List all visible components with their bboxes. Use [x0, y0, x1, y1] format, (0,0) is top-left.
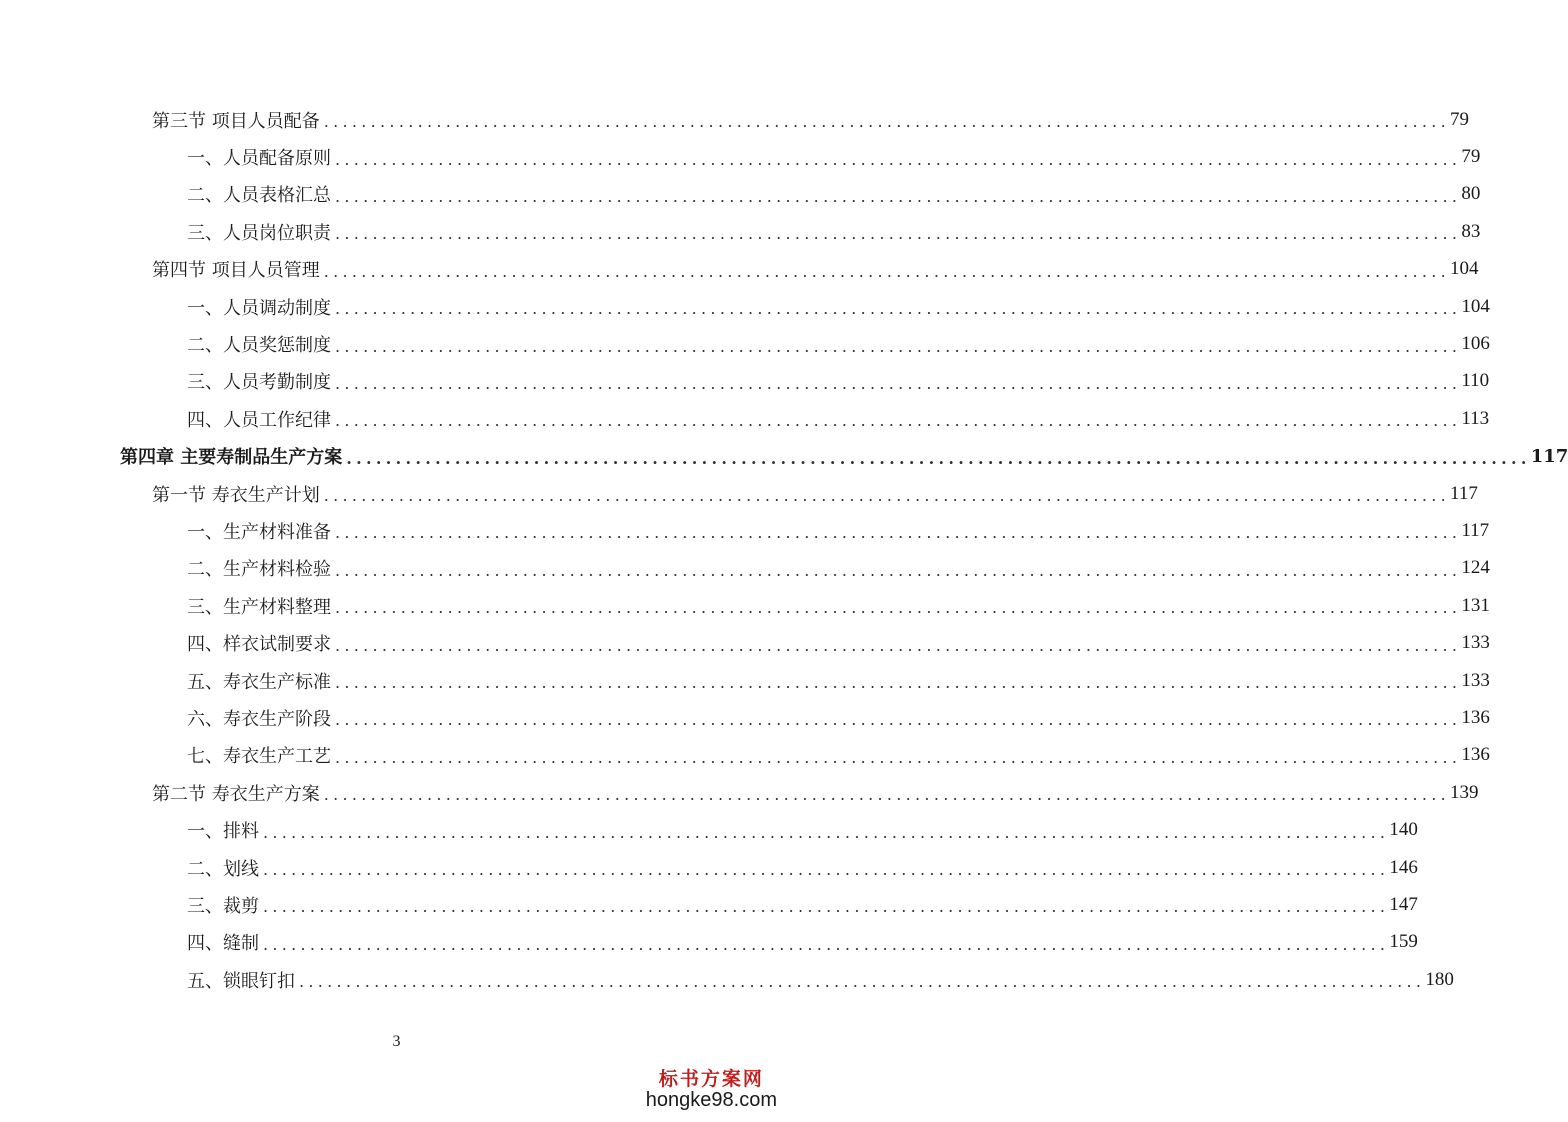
dot-leader: ........................................................................................................................ — [335, 224, 1462, 244]
toc-entry[interactable] — [0, 400, 1490, 437]
toc-entry-label: 一、生产材料准备 — [187, 521, 331, 543]
toc-entry-page: 147 — [1389, 893, 1418, 915]
dot-leader: ........................................................................................................................ — [335, 149, 1462, 169]
toc-entry-page: 79 — [1450, 108, 1470, 130]
dot-leader: ........................................................................................................................ — [263, 860, 1390, 879]
toc-entry-page: 136 — [1461, 744, 1490, 766]
toc-entry[interactable] — [0, 849, 1418, 886]
watermark-logo — [646, 1064, 777, 1112]
toc-entry-page: 117 — [1450, 482, 1478, 504]
dot-leader: ........................................................................................................................ — [299, 972, 1426, 992]
dot-leader: ........................................................................................................................ — [335, 598, 1462, 618]
dot-leader: ........................................................................................................................ — [263, 822, 1390, 842]
dot-leader: ........................................................................................................................ — [335, 411, 1462, 431]
toc-entry-page: 117 — [1530, 445, 1568, 467]
dot-leader: ........................................................................................................................ — [335, 186, 1462, 206]
toc-entry[interactable] — [0, 138, 1481, 175]
dot-leader: ........................................................................................................................ — [335, 523, 1462, 543]
toc-entry-label: 二、生产材料检验 — [187, 559, 331, 581]
watermark-url: hongke98.com — [645, 1089, 777, 1111]
toc-entry-page: 79 — [1461, 146, 1481, 168]
toc-entry-label: 三、裁剪 — [187, 895, 259, 917]
toc-entry[interactable] — [0, 624, 1490, 661]
toc-entry-page: 110 — [1461, 370, 1490, 392]
toc-entry[interactable] — [0, 213, 1481, 250]
toc-entry[interactable] — [0, 176, 1481, 213]
toc-entry-page: 136 — [1461, 706, 1490, 728]
toc-entry-page: 113 — [1461, 407, 1490, 429]
toc-entry[interactable] — [0, 288, 1490, 325]
toc-entry[interactable] — [0, 737, 1490, 774]
toc-entry-page: 133 — [1461, 632, 1490, 654]
toc-entry-page: 83 — [1461, 220, 1481, 242]
toc-entry-page: 146 — [1389, 856, 1418, 878]
toc-entry[interactable] — [0, 774, 1479, 811]
toc-entry[interactable] — [0, 961, 1454, 998]
dot-leader: ........................................................................................................................ — [335, 747, 1462, 767]
toc-entry-label: 二、划线 — [187, 858, 259, 880]
toc-entry[interactable] — [0, 363, 1490, 400]
dot-leader: ........................................................................................................................ — [263, 934, 1390, 954]
page-number: 3 — [392, 1033, 401, 1050]
table-of-contents — [0, 101, 1568, 998]
toc-entry-label: 三、人员岗位职责 — [187, 222, 331, 244]
toc-entry[interactable] — [0, 325, 1490, 362]
toc-entry-page: 133 — [1461, 669, 1490, 691]
toc-entry[interactable] — [0, 924, 1418, 961]
toc-entry-page: 117 — [1461, 519, 1490, 541]
toc-entry-label: 第二节 寿衣生产方案 — [152, 783, 320, 805]
toc-entry-page: 104 — [1461, 295, 1490, 317]
dot-leader: ........................................................................................................................ — [335, 673, 1462, 693]
toc-entry-page: 180 — [1425, 968, 1454, 990]
toc-entry-page: 104 — [1450, 258, 1479, 280]
toc-entry-label: 第一节 寿衣生产计划 — [152, 484, 320, 506]
dot-leader: ........................................................................................................................ — [335, 336, 1462, 356]
dot-leader: ........................................................................................................................ — [323, 486, 1451, 506]
toc-entry[interactable] — [0, 811, 1418, 848]
toc-entry-label: 四、样衣试制要求 — [187, 634, 331, 656]
toc-entry-label: 二、人员奖惩制度 — [187, 335, 331, 357]
toc-entry-label: 六、寿衣生产阶段 — [187, 708, 331, 730]
dot-leader: ........................................................................................................................ — [346, 448, 1531, 468]
toc-entry[interactable] — [0, 512, 1490, 549]
toc-entry-label: 第三节 项目人员配备 — [152, 110, 320, 132]
toc-entry-label: 四、缝制 — [187, 933, 259, 955]
toc-entry[interactable] — [0, 251, 1479, 288]
watermark-title: 标书方案网 — [658, 1068, 764, 1090]
dot-leader: ........................................................................................................................ — [335, 299, 1462, 319]
toc-entry-label: 四、人员工作纪律 — [187, 409, 331, 431]
toc-entry-page: 124 — [1461, 557, 1490, 579]
toc-entry-label: 七、寿衣生产工艺 — [187, 746, 331, 768]
toc-entry-page: 139 — [1450, 781, 1479, 803]
toc-entry-label: 一、人员配备原则 — [187, 148, 331, 170]
toc-entry-label: 一、排料 — [187, 821, 259, 843]
dot-leader: ........................................................................................................................ — [323, 112, 1451, 132]
dot-leader: ........................................................................................................................ — [323, 785, 1451, 805]
dot-leader: ........................................................................................................................ — [335, 710, 1462, 730]
dot-leader: ........................................................................................................................ — [335, 373, 1462, 393]
dot-leader: ........................................................................................................................ — [263, 897, 1390, 917]
toc-entry[interactable] — [0, 438, 1568, 475]
toc-entry[interactable] — [0, 587, 1490, 624]
toc-entry[interactable] — [0, 475, 1478, 512]
dot-leader: ........................................................................................................................ — [335, 635, 1462, 655]
toc-entry-label: 二、人员表格汇总 — [187, 185, 331, 207]
toc-entry[interactable] — [0, 699, 1490, 736]
toc-entry-page: 159 — [1389, 931, 1418, 953]
toc-entry[interactable] — [0, 886, 1418, 923]
toc-entry-label: 三、人员考勤制度 — [187, 372, 331, 394]
dot-leader: ........................................................................................................................ — [335, 560, 1462, 580]
toc-entry[interactable] — [0, 101, 1470, 138]
toc-entry-label: 第四章 主要寿制品生产方案 — [120, 447, 343, 469]
toc-entry-label: 五、寿衣生产标准 — [187, 671, 331, 693]
toc-entry-label: 三、生产材料整理 — [187, 596, 331, 618]
toc-entry-page: 106 — [1461, 333, 1490, 355]
toc-entry-page: 80 — [1461, 183, 1481, 205]
toc-entry-label: 五、锁眼钉扣 — [187, 970, 295, 992]
dot-leader: ........................................................................................................................ — [323, 261, 1451, 281]
toc-entry-page: 140 — [1389, 819, 1418, 841]
toc-entry-label: 一、人员调动制度 — [187, 297, 331, 319]
toc-entry-label: 第四节 项目人员管理 — [152, 260, 320, 282]
toc-entry[interactable] — [0, 662, 1490, 699]
toc-entry-page: 131 — [1461, 594, 1490, 616]
toc-entry[interactable] — [0, 550, 1490, 587]
